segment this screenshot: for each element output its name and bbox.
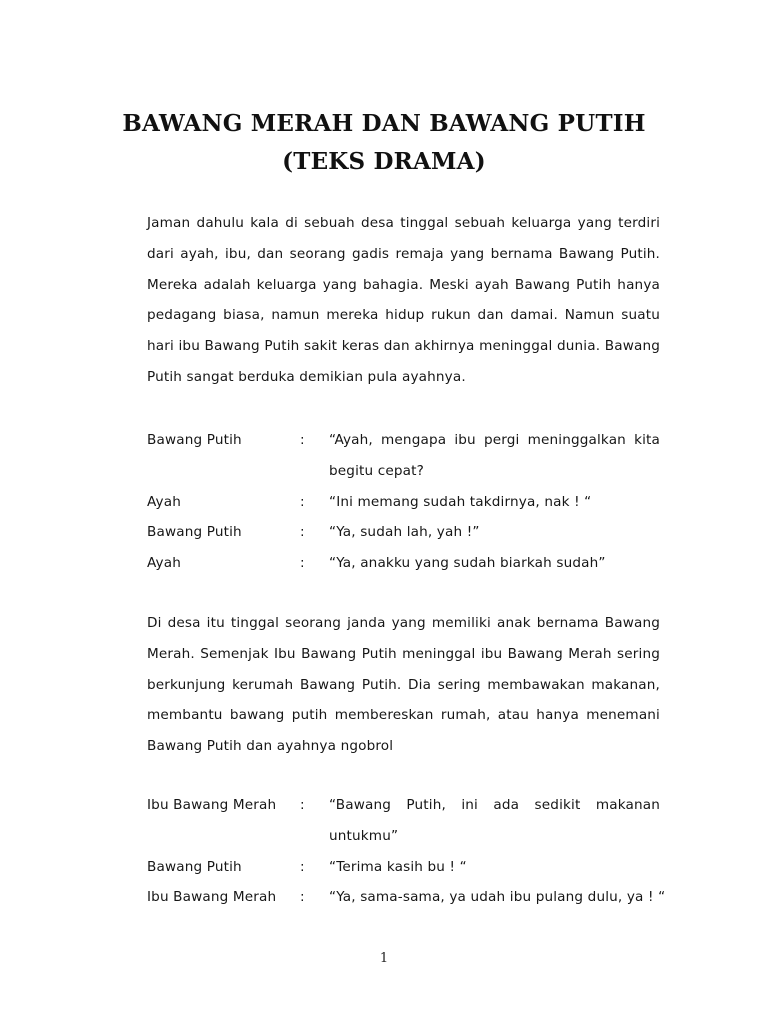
dialog-speaker: Bawang Putih	[147, 524, 242, 541]
page-number: 1	[379, 951, 389, 966]
paragraph-line: Jaman dahulu kala di sebuah desa tinggal sebuah keluarga yang terdiri	[147, 215, 660, 231]
dialog-line: “Ini memang sudah takdirnya, nak ! “	[329, 493, 592, 510]
dialog-speech	[329, 882, 666, 913]
paragraph-line: pedagang biasa, namun mereka hidup rukun dan damai. Namun suatu	[147, 307, 660, 324]
dialog-line: “Terima kasih bu ! “	[329, 858, 467, 875]
dialog-speech	[329, 548, 660, 579]
dialog-speech	[329, 487, 660, 518]
dialog-speech	[329, 790, 660, 852]
paragraph-line: Putih sangat berduka demikian pula ayahnya.	[147, 368, 466, 385]
dialog-colon: :	[300, 889, 305, 906]
dialog-block-2	[147, 790, 666, 913]
dialog-colon: :	[300, 432, 305, 448]
document-subtitle: (TEKS DRAMA)	[282, 148, 486, 175]
dialog-line: “Ya, sudah lah, yah !”	[329, 524, 480, 541]
paragraph-line: Di desa itu tinggal seorang janda yang memiliki anak bernama Bawang	[147, 615, 660, 631]
paragraph-line: Bawang Putih dan ayahnya ngobrol	[147, 738, 394, 755]
paragraph-line: Mereka adalah keluarga yang bahagia. Meski ayah Bawang Putih hanya	[147, 276, 660, 293]
paragraph-line: berkunjung kerumah Bawang Putih. Dia sering membawakan makanan,	[147, 676, 660, 693]
dialog-line: begitu cepat?	[329, 462, 424, 479]
dialog-colon: :	[300, 797, 305, 813]
dialog-line: “Bawang Putih, ini ada sedikit makanan	[329, 797, 660, 813]
dialog-speaker: Bawang Putih	[147, 432, 242, 448]
dialog-line: “Ya, anakku yang sudah biarkah sudah”	[329, 555, 606, 572]
dialog-speaker: Bawang Putih	[147, 858, 242, 875]
paragraph-intro	[147, 208, 660, 393]
dialog-row	[147, 425, 660, 487]
dialog-line: “Ayah, mengapa ibu pergi meninggalkan kita	[329, 432, 660, 448]
paragraph-line: membantu bawang putih membereskan rumah, atau hanya menemani	[147, 707, 660, 724]
dialog-row	[147, 790, 660, 852]
dialog-speech	[329, 517, 660, 548]
dialog-colon: :	[300, 858, 305, 875]
dialog-speaker: Ibu Bawang Merah	[147, 797, 277, 813]
dialog-row	[147, 487, 660, 518]
document-title: BAWANG MERAH DAN BAWANG PUTIH	[122, 110, 646, 137]
dialog-row	[147, 517, 660, 548]
paragraph-line: dari ayah, ibu, dan seorang gadis remaja yang bernama Bawang Putih.	[147, 245, 660, 262]
dialog-colon: :	[300, 493, 305, 510]
dialog-speaker: Ibu Bawang Merah	[147, 889, 277, 906]
dialog-row	[147, 882, 666, 913]
paragraph-line: Merah. Semenjak Ibu Bawang Putih meninggal ibu Bawang Merah sering	[147, 645, 660, 662]
dialog-row	[147, 852, 660, 883]
paragraph-line: hari ibu Bawang Putih sakit keras dan akhirnya meninggal dunia. Bawang	[147, 338, 660, 355]
dialog-line: “Ya, sama-sama, ya udah ibu pulang dulu, ya ! “	[329, 889, 666, 906]
dialog-speaker: Ayah	[147, 493, 181, 510]
paragraph-janda	[147, 608, 660, 762]
dialog-colon: :	[300, 524, 305, 541]
dialog-block-1	[147, 425, 660, 579]
dialog-colon: :	[300, 555, 305, 572]
dialog-line: untukmu”	[329, 827, 399, 844]
dialog-speech	[329, 425, 660, 487]
dialog-speech	[329, 852, 660, 883]
dialog-speaker: Ayah	[147, 555, 181, 572]
dialog-row	[147, 548, 660, 579]
